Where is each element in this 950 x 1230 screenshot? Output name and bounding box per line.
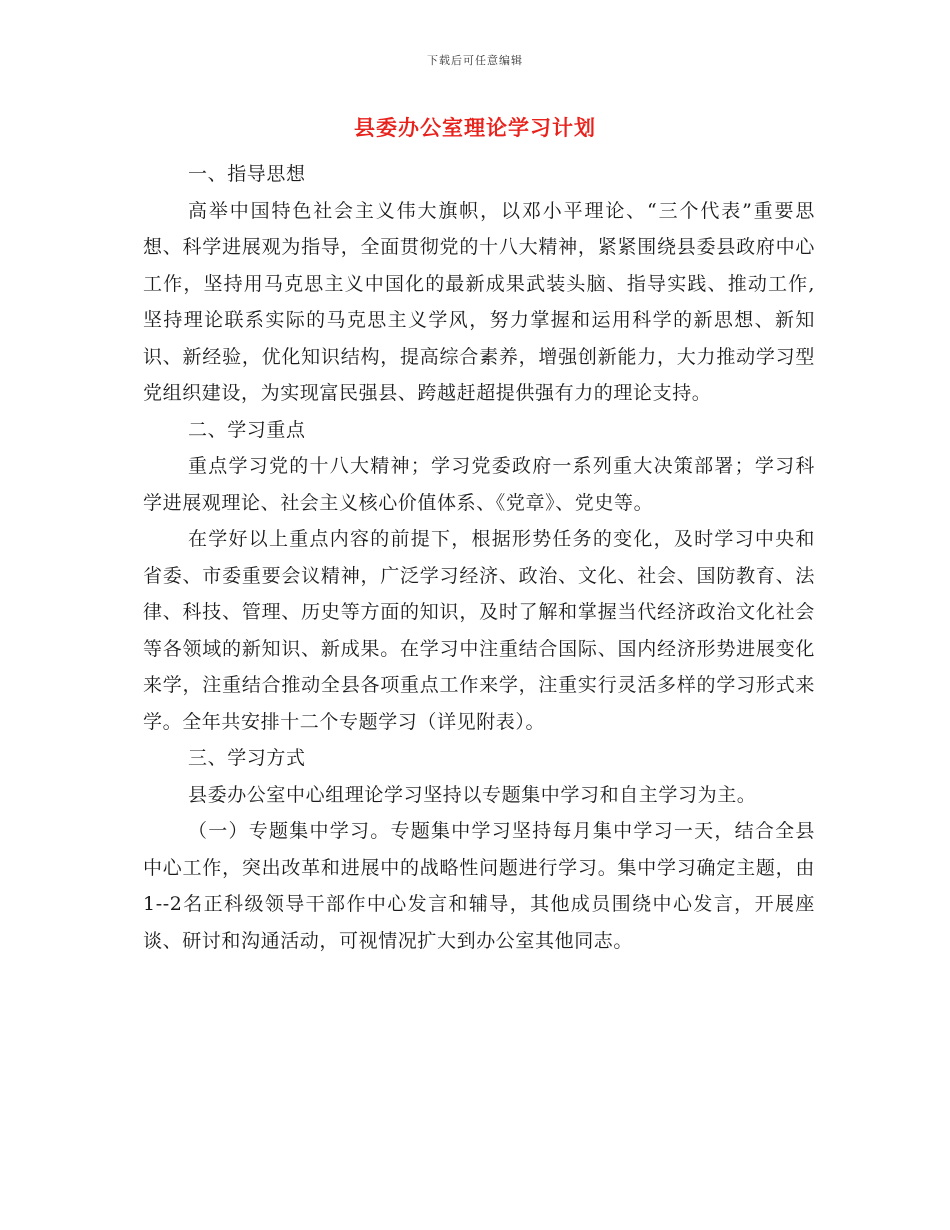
paragraph: （一）专题集中学习。专题集中学习坚持每月集中学习一天，结合全县中心工作，突出改革和进展中的战略性问题进行学习。集中学习确定主题，由1--2名正科级领导干部作中心发言和辅导，其他成员围绕中心发言，开展座谈、研讨和沟通活动，可视情况扩大到办公室其他同志。 xyxy=(143,820,815,952)
section-heading: 三、学习方式 xyxy=(188,747,306,769)
section-heading: 二、学习重点 xyxy=(188,418,306,441)
document-title: 县委办公室理论学习计划 xyxy=(354,116,596,140)
header-note: 下载后可任意编辑 xyxy=(427,54,523,67)
paragraph: 高举中国特色社会主义伟大旗帜，以邓小平理论、“三个代表”重要思想、科学进展观为指导，全面贯彻党的十八大精神，紧紧围绕县委县政府中心工作，坚持用马克思主义中国化的最新成果武装头脑、指导实践、推动工作,坚持理论联系实际的马克思主义学风，努力掌握和运用科学的新思想、新知识、新经验，优化知识结构，提高综合素养，增强创新能力，大力推动学习型党组织建设，为实现富民强县、跨越赶超提供强有力的理论支持。 xyxy=(143,199,815,404)
section-heading: 一、指导思想 xyxy=(188,163,306,185)
paragraph: 重点学习党的十八大精神；学习党委政府一系列重大决策部署；学习科学进展观理论、社会主义核心价值体系、《党章》、党史等。 xyxy=(143,455,815,514)
paragraph: 在学好以上重点内容的前提下，根据形势任务的变化，及时学习中央和省委、市委重要会议精神，广泛学习经济、政治、文化、社会、国防教育、法律、科技、管理、历史等方面的知识，及时了解和掌握当代经济政治文化社会等各领域的新知识、新成果。在学习中注重结合国际、国内经济形势进展变化来学，注重结合推动全县各项重点工作来学，注重实行灵活多样的学习形式来学。全年共安排十二个专题学习（详见附表）。 xyxy=(143,528,815,733)
document-body xyxy=(143,156,815,959)
paragraph: 县委办公室中心组理论学习坚持以专题集中学习和自主学习为主。 xyxy=(188,783,757,806)
